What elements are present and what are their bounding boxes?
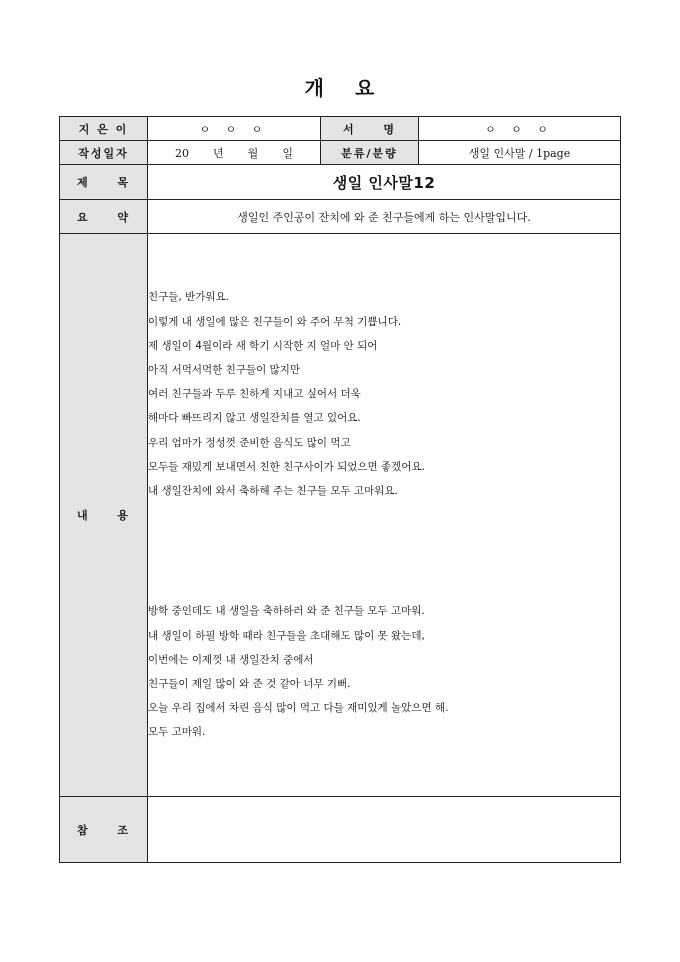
category-label: 분류/분량 [321, 141, 419, 165]
content-line: 모두 고마워. [148, 726, 206, 739]
content-paragraph-2 [148, 599, 620, 744]
date-row [60, 141, 621, 165]
overview-form-table [59, 116, 621, 863]
content-label-text: 내 용 [76, 509, 131, 522]
signature-label [321, 117, 419, 141]
summary-value: 생일인 주인공이 잔치에 와 준 친구들에게 하는 인사말입니다. [148, 200, 621, 234]
content-line: 이번에는 이제껏 내 생일잔치 중에서 [148, 653, 314, 666]
content-paragraph-1 [148, 285, 620, 503]
content-line: 오늘 우리 집에서 차린 음식 많이 먹고 다들 재미있게 놀았으면 해. [148, 702, 449, 715]
date-year-unit: 년 [213, 146, 224, 160]
content-line: 내 생일이 하필 방학 때라 친구들을 초대해도 많이 못 왔는데, [148, 629, 425, 642]
signature-value [419, 117, 621, 141]
content-label [60, 234, 148, 797]
author-row [60, 117, 621, 141]
reference-value [148, 797, 621, 863]
content-line: 여러 친구들과 두루 친하게 지내고 싶어서 더욱 [148, 388, 361, 401]
subject-value: 생일 인사말12 [148, 165, 621, 200]
summary-row [60, 200, 621, 234]
content-line: 제 생일이 4월이라 새 학기 시작한 지 얼마 안 되어 [148, 339, 378, 352]
date-day-unit: 일 [282, 146, 293, 160]
author-label: 지 은 이 [60, 117, 148, 141]
subject-row [60, 165, 621, 200]
content-line: 해마다 빠뜨리지 않고 생일잔치를 열고 있어요. [148, 412, 361, 425]
summary-label [60, 200, 148, 234]
author-value [148, 117, 321, 141]
signature-label-text: 서 명 [342, 122, 397, 136]
date-year: 20 [175, 146, 190, 160]
reference-label [60, 797, 148, 863]
summary-label-text: 요 약 [76, 210, 131, 224]
subject-label-text: 제 목 [76, 176, 131, 189]
content-line: 친구들, 반가워요. [148, 291, 230, 304]
category-value: 생일 인사말 / 1page [419, 141, 621, 165]
reference-row [60, 797, 621, 863]
content-line: 모두들 재밌게 보내면서 친한 친구사이가 되었으면 좋겠어요. [148, 460, 425, 473]
document-title-part2: 요 [355, 76, 376, 100]
subject-label [60, 165, 148, 200]
document-title-part1: 개 [304, 76, 325, 100]
content-body [148, 234, 621, 797]
content-line: 내 생일잔치에 와서 축하해 주는 친구들 모두 고마워요. [148, 485, 398, 498]
content-line: 방학 중인데도 내 생일을 축하하러 와 준 친구들 모두 고마워. [148, 605, 425, 618]
document-title [0, 72, 680, 101]
content-line: 친구들이 제일 많이 와 준 것 같아 너무 기뻐. [148, 677, 351, 690]
date-label: 작성일자 [60, 141, 148, 165]
author-value-text: ㅇ ㅇ ㅇ [199, 122, 269, 136]
content-row [60, 234, 621, 797]
date-month-unit: 월 [247, 146, 259, 160]
content-line: 이렇게 내 생일에 많은 친구들이 와 주어 무척 기쁩니다. [148, 315, 402, 328]
date-value [148, 141, 321, 165]
content-line: 우리 엄마가 정성껏 준비한 음식도 많이 먹고 [148, 436, 351, 449]
content-line: 아직 서먹서먹한 친구들이 많지만 [148, 364, 301, 377]
signature-value-text: ㅇ ㅇ ㅇ [485, 122, 554, 136]
reference-label-text: 참 조 [76, 823, 131, 837]
